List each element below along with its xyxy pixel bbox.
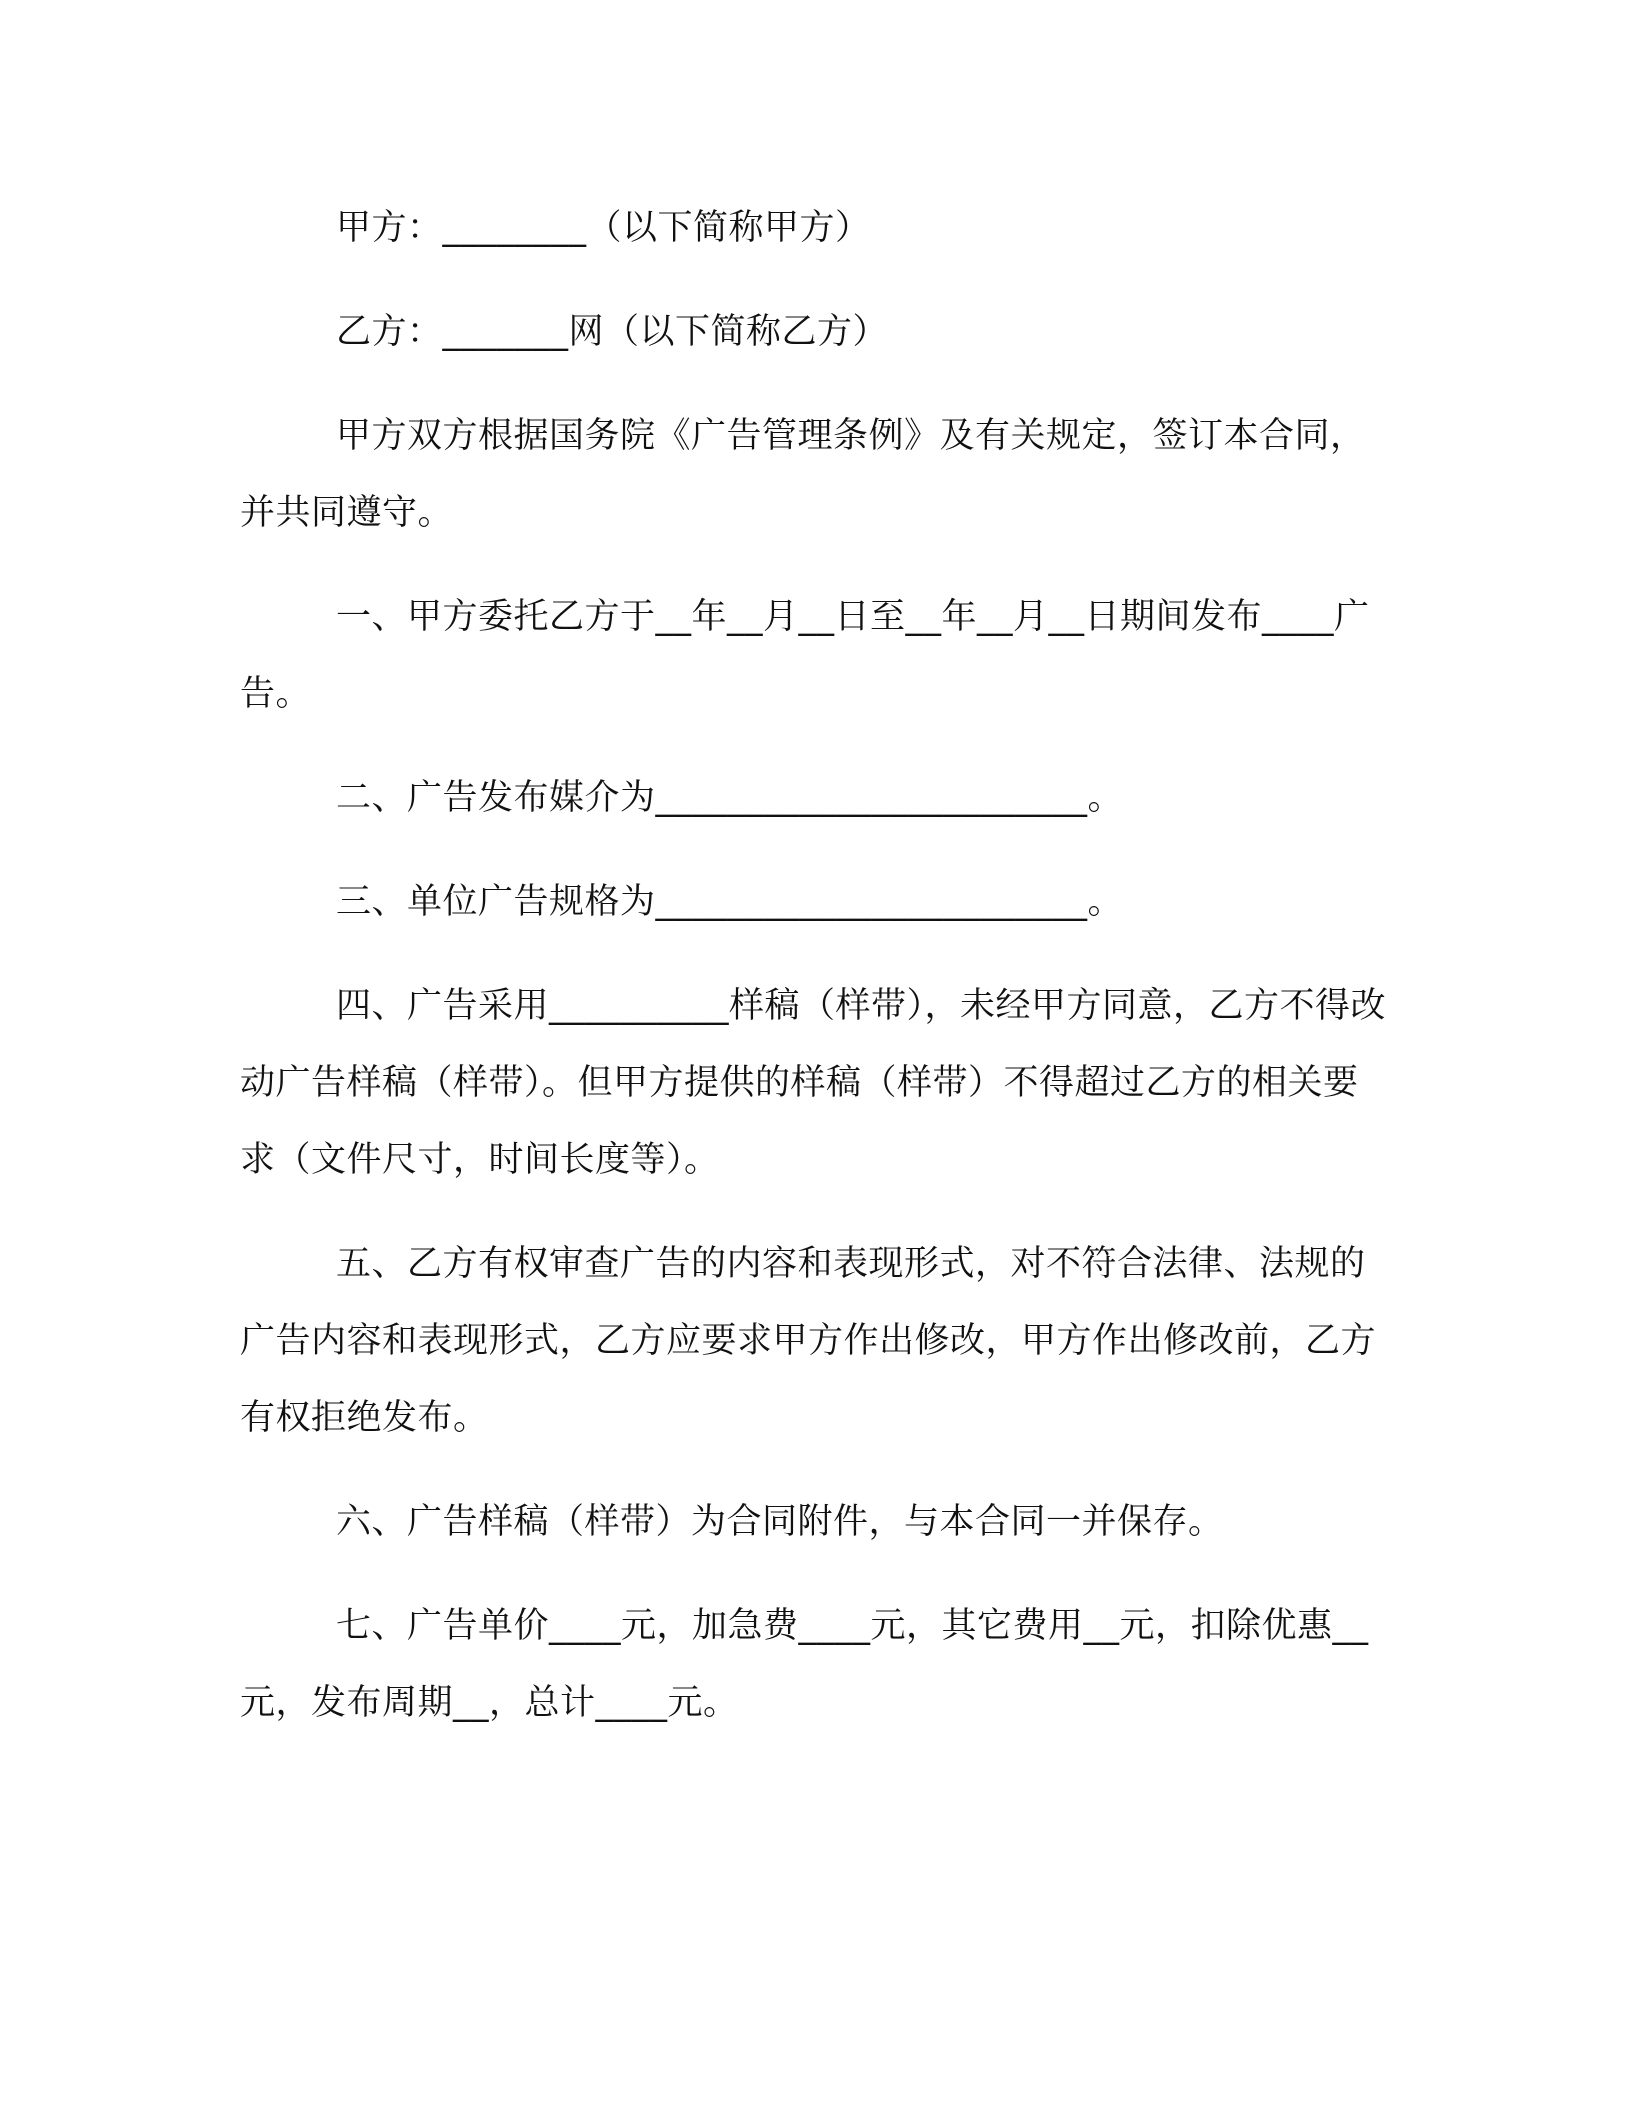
clause-4: 四、广告采用__________样稿（样带），未经甲方同意，乙方不得改动广告样稿（样带）。但甲方提供的样稿（样带）不得超过乙方的相关要求（文件尺寸，时间长度等）。 [240, 986, 1387, 1180]
preamble-paragraph: 甲方双方根据国务院《广告管理条例》及有关规定，签订本合同，并共同遵守。 [240, 416, 1366, 533]
contract-body [240, 190, 1390, 1769]
party-b-line: 乙方：_______网（以下简称乙方） [336, 312, 889, 352]
party-a-line: 甲方：________（以下简称甲方） [336, 208, 871, 248]
clause-3: 三、单位广告规格为________________________。 [336, 882, 1124, 922]
clause-1: 一、甲方委托乙方于__年__月__日至__年__月__日期间发布____广告。 [240, 597, 1370, 714]
clause-7: 七、广告单价____元，加急费____元，其它费用__元，扣除优惠__元，发布周期__，总计____元。 [240, 1606, 1369, 1723]
clause-5: 五、乙方有权审查广告的内容和表现形式，对不符合法律、法规的广告内容和表现形式，乙方应要求甲方作出修改，甲方作出修改前，乙方有权拒绝发布。 [240, 1244, 1377, 1438]
clause-6: 六、广告样稿（样带）为合同附件，与本合同一并保存。 [336, 1502, 1224, 1542]
clause-2: 二、广告发布媒介为________________________。 [336, 778, 1124, 818]
